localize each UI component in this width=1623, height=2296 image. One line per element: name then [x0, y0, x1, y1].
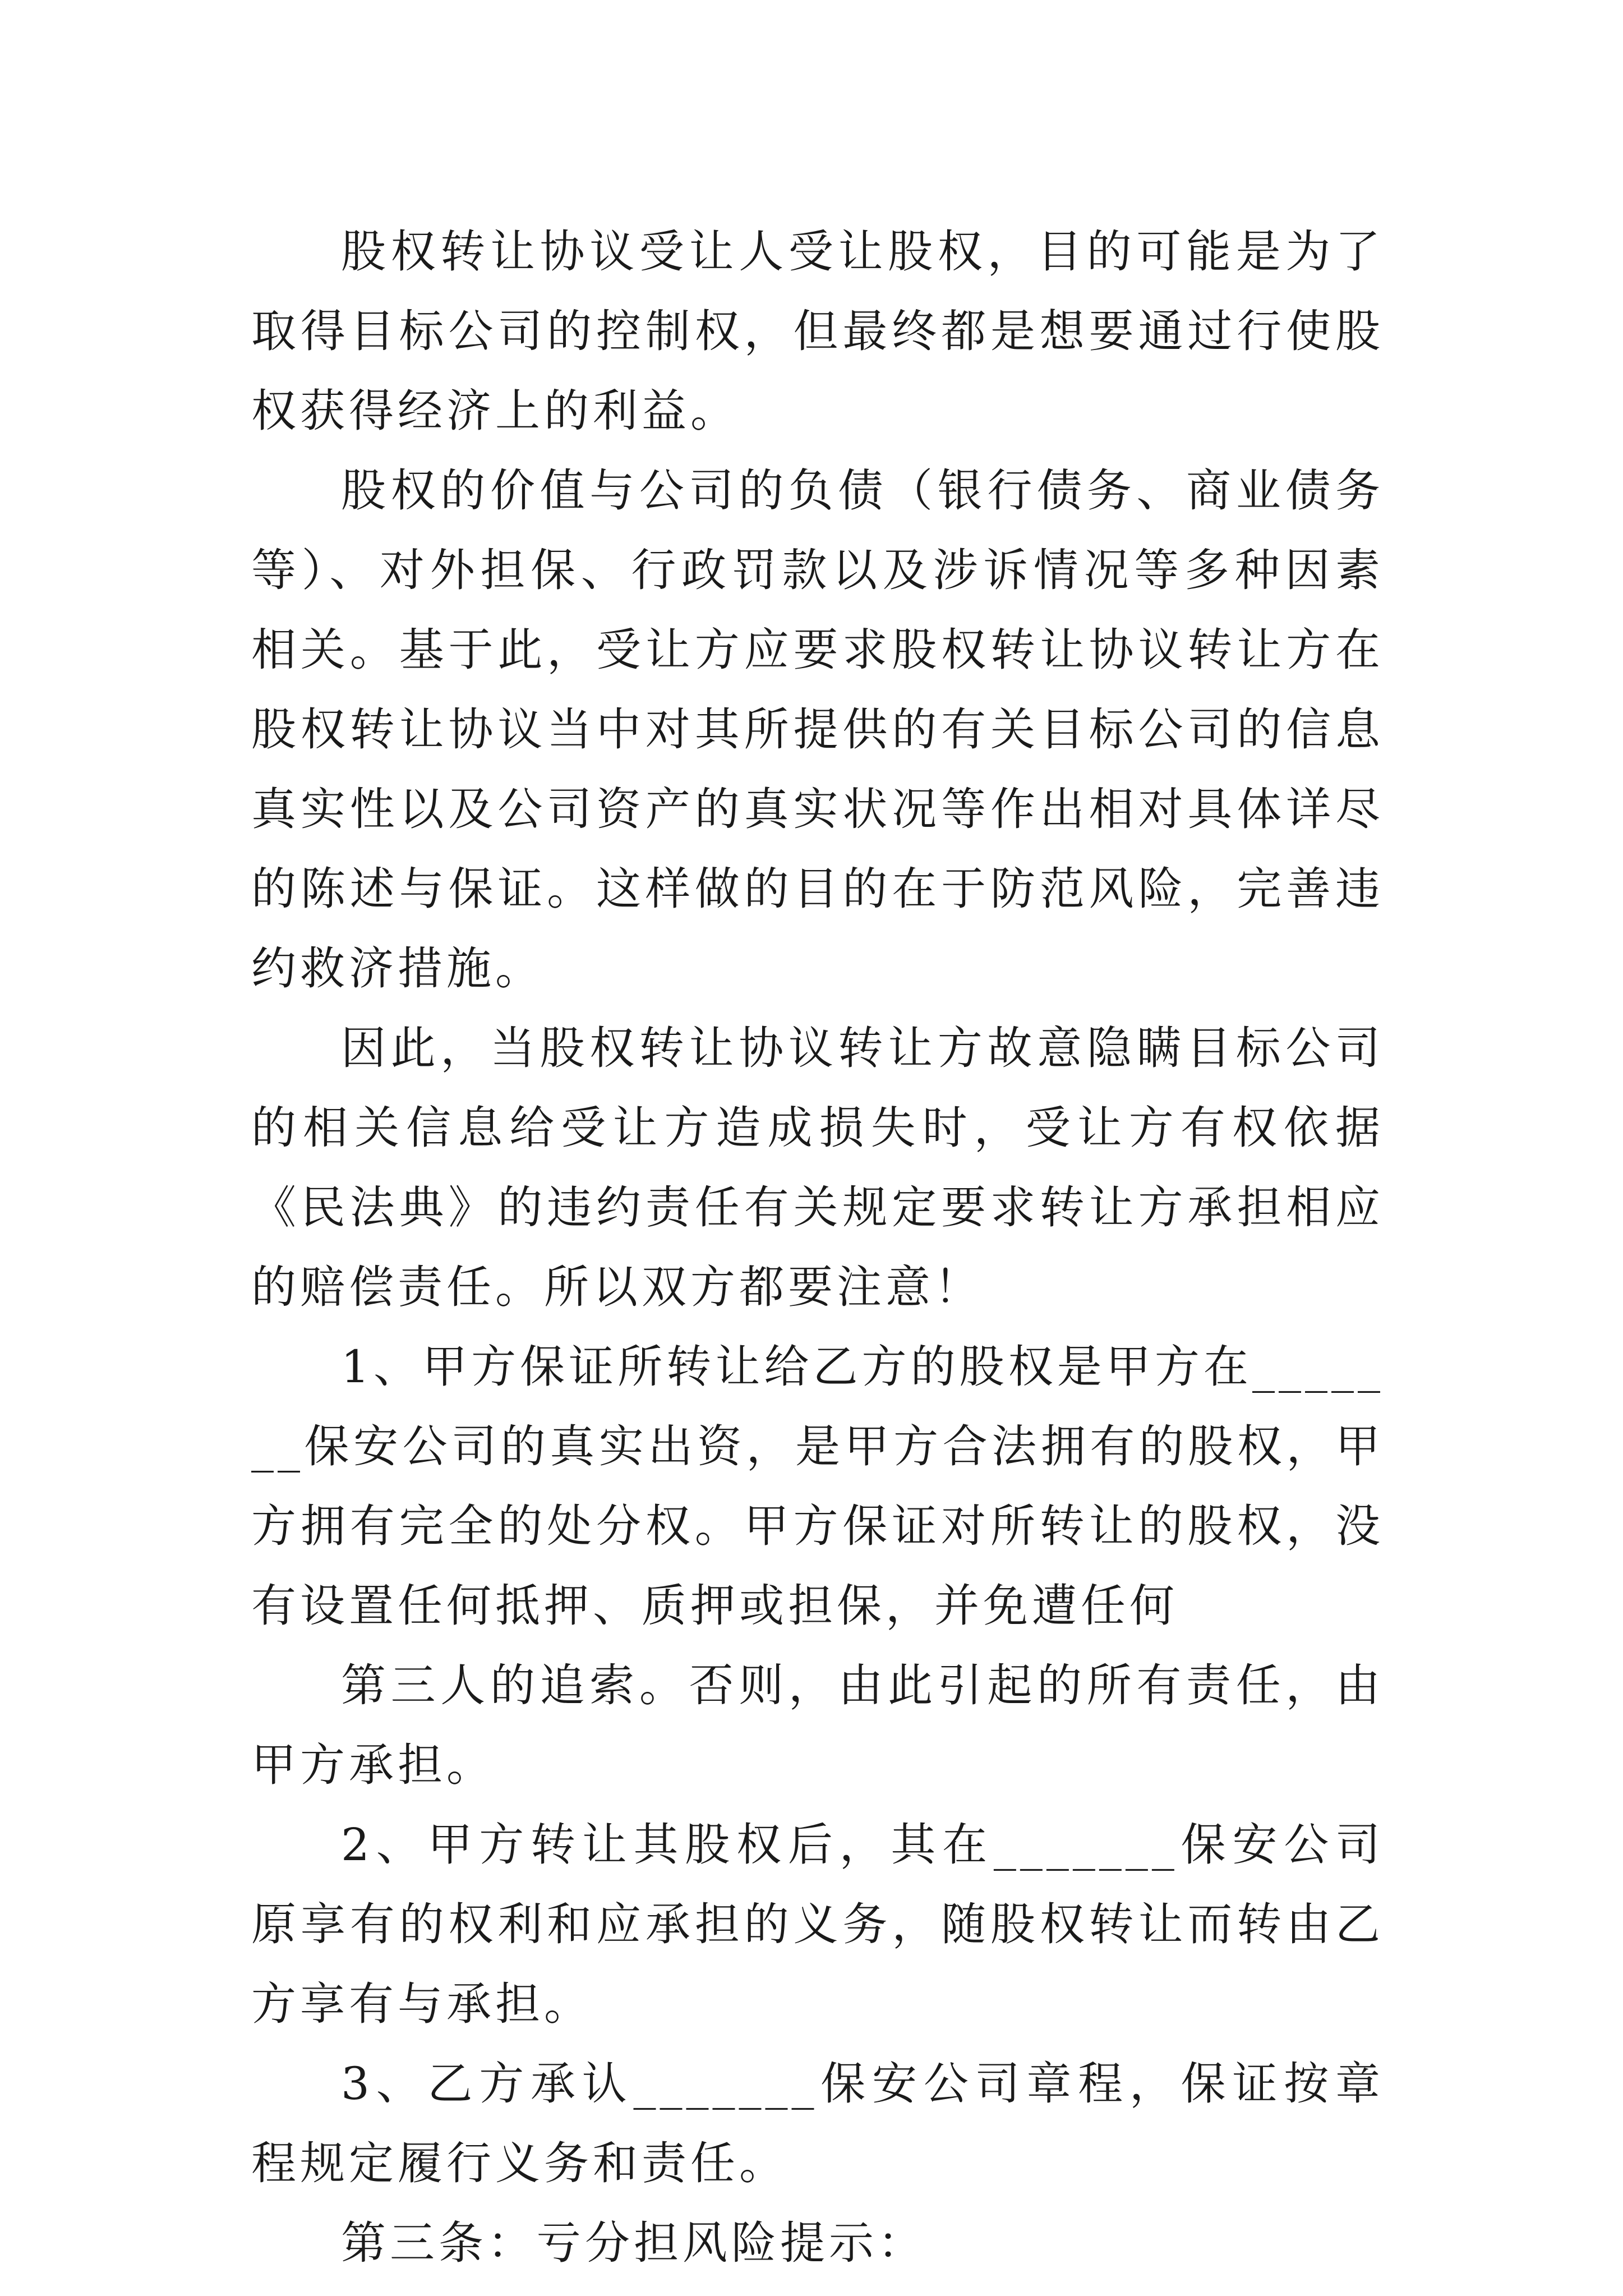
- paragraph-clause-1: 1、甲方保证所转让给乙方的股权是甲方在_______保安公司的真实出资，是甲方合法拥有的股权，甲方拥有完全的处分权。甲方保证对所转让的股权，没有设置任何抵押、质押或担保，并免遭任何: [251, 1341, 1384, 1632]
- paragraph-clause-2: 2、甲方转让其股权后，其在_______保安公司原享有的权利和应承担的义务，随股权转让而转由乙方享有与承担。: [251, 1819, 1384, 2030]
- document-body: [251, 212, 1384, 2283]
- paragraph-clause-1-continued: 第三人的追索。否则，由此引起的所有责任，由甲方承担。: [251, 1659, 1384, 1791]
- paragraph-equity-value: 股权的价值与公司的负债（银行债务、商业债务等）、对外担保、行政罚款以及涉诉情况等多种因素相关。基于此，受让方应要求股权转让协议转让方在股权转让协议当中对其所提供的有关目标公司的信息真实性以及公司资产的真实状况等作出相对具体详尽的陈述与保证。这样做的目的在于防范风险，完善违约救济措施。: [251, 464, 1384, 995]
- section-heading-article-3: 第三条：亏分担风险提示：: [341, 2217, 926, 2269]
- paragraph-clause-3: 3、乙方承认_______保安公司章程，保证按章程规定履行义务和责任。: [251, 2058, 1384, 2189]
- paragraph-liability: 因此，当股权转让协议转让方故意隐瞒目标公司的相关信息给受让方造成损失时，受让方有权依据《民法典》的违约责任有关规定要求转让方承担相应的赔偿责任。所以双方都要注意！: [251, 1022, 1384, 1313]
- paragraph-purpose: 股权转让协议受让人受让股权，目的可能是为了取得目标公司的控制权，但最终都是想要通过行使股权获得经济上的利益。: [251, 226, 1384, 437]
